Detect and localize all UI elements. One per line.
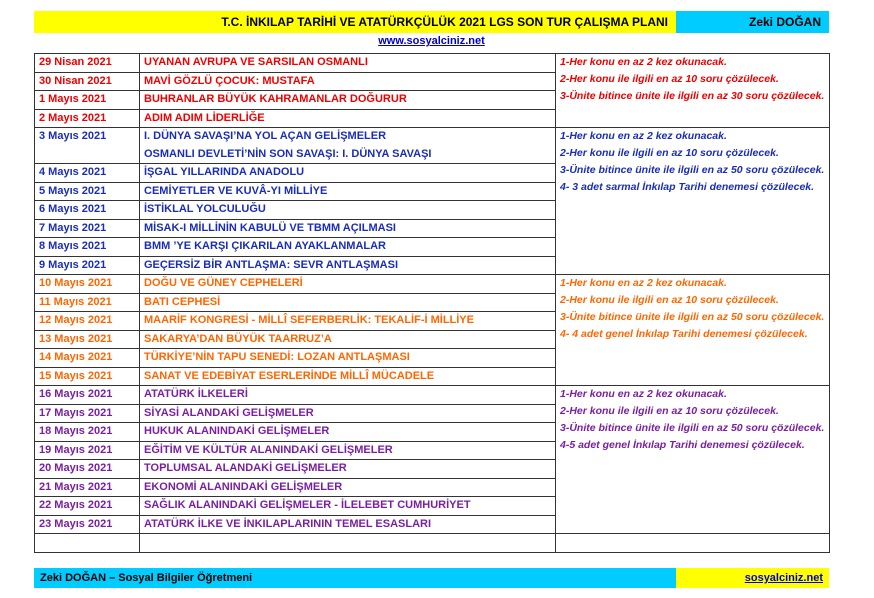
row-topic: TÜRKİYE’NİN TAPU SENEDİ: LOZAN ANTLAŞMASI (140, 349, 556, 368)
row-topic: BATI CEPHESİ (140, 293, 556, 312)
row-topic: CEMİYETLER VE KUVÂ-YI MİLLİYE (140, 182, 556, 201)
note-line: 1-Her konu en az 2 kez okunacak. (560, 56, 727, 68)
row-topic: MAARİF KONGRESİ - MİLLÎ SEFERBERLİK: TEKALİF-İ MİLLİYE (140, 312, 556, 331)
row-topic: OSMANLI DEVLETİ’NİN SON SAVAŞI: I. DÜNYA SAVAŞI (140, 146, 556, 164)
row-topic: ADIM ADIM LİDERLİĞE (140, 109, 556, 128)
row-date: 18 Mayıs 2021 (35, 423, 140, 442)
row-date: 14 Mayıs 2021 (35, 349, 140, 368)
row-date: 17 Mayıs 2021 (35, 404, 140, 423)
row-topic: EĞİTİM VE KÜLTÜR ALANINDAKİ GELİŞMELER (140, 441, 556, 460)
row-date: 4 Mayıs 2021 (35, 164, 140, 183)
row-topic: SAKARYA’DAN BÜYÜK TAARRUZ’A (140, 330, 556, 349)
row-topic: SİYASİ ALANDAKİ GELİŞMELER (140, 404, 556, 423)
row-topic: SANAT VE EDEBİYAT ESERLERİNDE MİLLÎ MÜCADELE (140, 367, 556, 386)
row-date: 29 Nisan 2021 (35, 54, 140, 73)
row-topic: GEÇERSİZ BİR ANTLAŞMA: SEVR ANTLAŞMASI (140, 256, 556, 275)
row-date: 11 Mayıs 2021 (35, 293, 140, 312)
row-date: 1 Mayıs 2021 (35, 91, 140, 110)
row-topic: BUHRANLAR BÜYÜK KAHRAMANLAR DOĞURUR (140, 91, 556, 110)
row-topic: DOĞU VE GÜNEY CEPHELERİ (140, 275, 556, 294)
study-plan-table (34, 53, 830, 553)
row-date: 22 Mayıs 2021 (35, 497, 140, 516)
row-date: 6 Mayıs 2021 (35, 201, 140, 220)
group-notes (556, 275, 830, 386)
table-row (35, 386, 830, 405)
row-topic: MAVİ GÖZLÜ ÇOCUK: MUSTAFA (140, 72, 556, 91)
row-topic: İSTİKLAL YOLCULUĞU (140, 201, 556, 220)
note-line: 4- 4 adet genel İnkılap Tarihi denemesi çözülecek. (560, 328, 808, 340)
page-title: T.C. İNKILAP TARİHİ VE ATATÜRKÇÜLÜK 2021 LGS SON TUR ÇALIŞMA PLANI (34, 11, 676, 33)
note-line: 3-Ünite bitince ünite ile ilgili en az 30 soru çözülecek. (560, 90, 825, 102)
note-line: 4-5 adet genel İnkılap Tarihi denemesi çözülecek. (560, 439, 805, 451)
row-topic: HUKUK ALANINDAKİ GELİŞMELER (140, 423, 556, 442)
blank-cell (35, 534, 140, 553)
row-topic: ATATÜRK İLKE VE İNKILAPLARININ TEMEL ESASLARI (140, 515, 556, 534)
row-topic: EKONOMİ ALANINDAKİ GELİŞMELER (140, 478, 556, 497)
row-date: 30 Nisan 2021 (35, 72, 140, 91)
row-date: 16 Mayıs 2021 (35, 386, 140, 405)
note-line: 1-Her konu en az 2 kez okunacak. (560, 388, 727, 400)
row-date: 9 Mayıs 2021 (35, 256, 140, 275)
blank-cell (140, 534, 556, 553)
note-line: 2-Her konu ile ilgili en az 10 soru çözülecek. (560, 147, 779, 159)
row-topic: BMM ’YE KARŞI ÇIKARILAN AYAKLANMALAR (140, 238, 556, 257)
row-date: 2 Mayıs 2021 (35, 109, 140, 128)
row-date: 12 Mayıs 2021 (35, 312, 140, 331)
note-line: 3-Ünite bitince ünite ile ilgili en az 50 soru çözülecek. (560, 422, 825, 434)
header-author: Zeki DOĞAN (676, 11, 829, 33)
table-row (35, 54, 830, 73)
note-line: 2-Her konu ile ilgili en az 10 soru çözülecek. (560, 73, 779, 85)
group-notes (556, 386, 830, 534)
row-topic: I. DÜNYA SAVAŞI’NA YOL AÇAN GELİŞMELER (140, 128, 556, 146)
group-notes (556, 54, 830, 128)
note-line: 3-Ünite bitince ünite ile ilgili en az 50 soru çözülecek. (560, 164, 825, 176)
row-topic: TOPLUMSAL ALANDAKİ GELİŞMELER (140, 460, 556, 479)
row-date: 21 Mayıs 2021 (35, 478, 140, 497)
table-row (35, 275, 830, 294)
blank-cell (556, 534, 830, 553)
row-date: 20 Mayıs 2021 (35, 460, 140, 479)
row-topic: SAĞLIK ALANINDAKİ GELİŞMELER - İLELEBET CUMHURİYET (140, 497, 556, 516)
row-topic: İŞGAL YILLARINDA ANADOLU (140, 164, 556, 183)
footer-site-link[interactable]: sosyalciniz.net (676, 568, 829, 588)
row-date: 3 Mayıs 2021 (35, 128, 140, 164)
site-link[interactable]: www.sosyalciniz.net (378, 35, 485, 47)
row-topic: UYANAN AVRUPA VE SARSILAN OSMANLI (140, 54, 556, 73)
row-date: 19 Mayıs 2021 (35, 441, 140, 460)
row-topic: MİSAK-I MİLLİNİN KABULÜ VE TBMM AÇILMASI (140, 219, 556, 238)
row-date: 8 Mayıs 2021 (35, 238, 140, 257)
blank-row (35, 534, 830, 553)
note-line: 1-Her konu en az 2 kez okunacak. (560, 130, 727, 142)
row-topic: ATATÜRK İLKELERİ (140, 386, 556, 405)
note-line: 4- 3 adet sarmal İnkılap Tarihi denemesi çözülecek. (560, 181, 815, 193)
note-line: 3-Ünite bitince ünite ile ilgili en az 50 soru çözülecek. (560, 311, 825, 323)
table-row (35, 128, 830, 146)
row-date: 13 Mayıs 2021 (35, 330, 140, 349)
note-line: 2-Her konu ile ilgili en az 10 soru çözülecek. (560, 294, 779, 306)
note-line: 1-Her konu en az 2 kez okunacak. (560, 277, 727, 289)
row-date: 10 Mayıs 2021 (35, 275, 140, 294)
note-line: 2-Her konu ile ilgili en az 10 soru çözülecek. (560, 405, 779, 417)
header-bar (34, 11, 829, 33)
footer-author: Zeki DOĞAN – Sosyal Bilgiler Öğretmeni (34, 568, 676, 588)
row-date: 5 Mayıs 2021 (35, 182, 140, 201)
group-notes (556, 128, 830, 275)
footer-bar (34, 568, 829, 588)
row-date: 15 Mayıs 2021 (35, 367, 140, 386)
row-date: 7 Mayıs 2021 (35, 219, 140, 238)
row-date: 23 Mayıs 2021 (35, 515, 140, 534)
